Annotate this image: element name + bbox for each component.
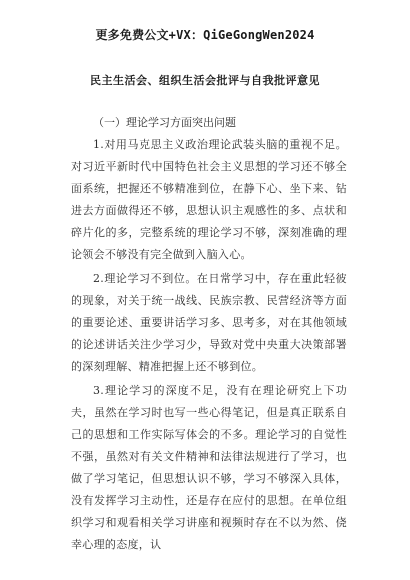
section-heading: （一）理论学习方面突出问题 xyxy=(93,116,236,129)
paragraph-1: 1.对用马克思主义政治理论武装头脑的重视不足。对习近平新时代中国特色社会主义思想的学习还不够全面系统，把握还不够精准到位，在静下心、坐下来、钻进去方面做得还不够，思想认识主观感性的多、点状和碎片化的多，完整系统的理论学习不够，深刻准确的理论领会不够没有完全做到入脑入心。 xyxy=(71,138,347,261)
paragraph-3: 3.理论学习的深度不足，没有在理论研究上下功夫，虽然在学习时也写一些心得笔记，但是真正联系自己的思想和工作实际写体会的不多。理论学习的自觉性不强，虽然对有关文件精神和法律法规进行了学习，也做了学习笔记，但思想认识不够，学习不够深入具体，没有发挥学习主动性，还是存在应付的思想。在单位组织学习和观看相关学习讲座和视频时存在不以为然、侥幸心理的态度，认 xyxy=(71,384,347,551)
document-title: 民主生活会、组织生活会批评与自我批评意见 xyxy=(90,74,320,87)
header-watermark-text: 更多免费公文+VX：QiGeGongWen2024 xyxy=(95,28,315,42)
paragraph-2: 2.理论学习不到位。在日常学习中，存在重此轻彼的现象，对关于统一战线、民族宗教、民营经济等方面的重要论述、重要讲话学习多、思考多，对在其他领域的论述讲话关注少学习少，导致对党中央重大决策部署的深刻理解、精准把握上还不够到位。 xyxy=(71,272,347,373)
document-body xyxy=(71,112,347,558)
